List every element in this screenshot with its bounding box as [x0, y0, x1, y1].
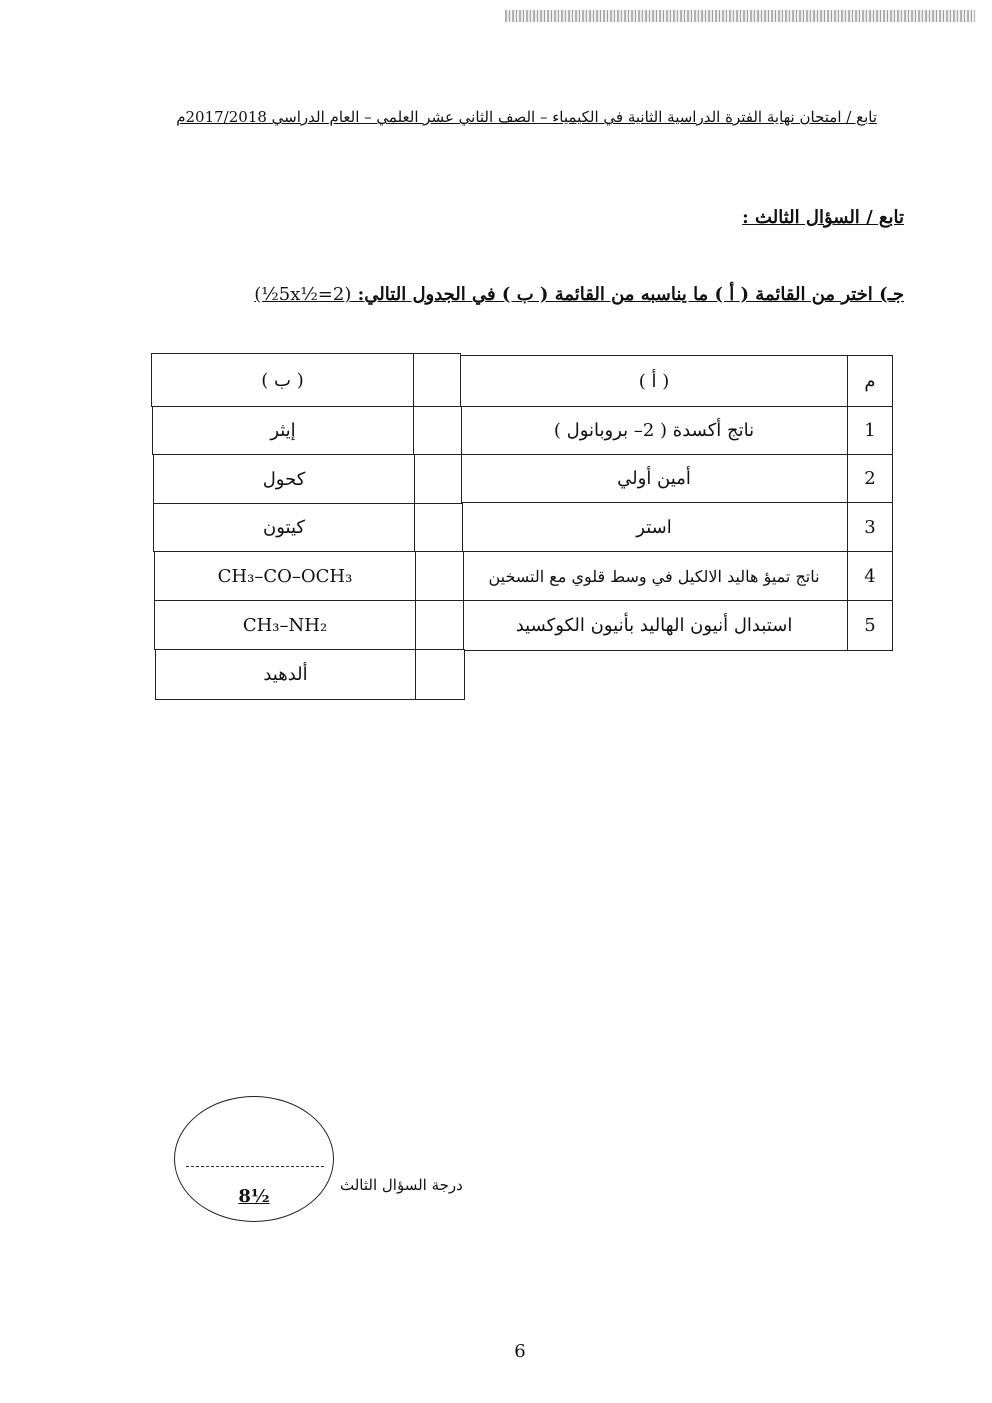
grade-label: درجة السؤال الثالث: [340, 1176, 463, 1194]
answer-blank: [413, 406, 462, 455]
scan-artifact: [505, 10, 975, 22]
answer-blank: [415, 551, 464, 601]
question-instruction: [254, 284, 904, 305]
header-list-b: ( ب ): [261, 369, 304, 391]
header-list-a: ( أ ): [638, 370, 670, 392]
answer-blank: [415, 600, 464, 650]
list-b-cell: [153, 454, 415, 504]
list-b-cell: [155, 649, 416, 700]
answer-blank: [415, 649, 465, 700]
list-b-cell: [153, 503, 415, 552]
row-number: 3: [864, 516, 876, 538]
list-a-cell: [460, 551, 848, 601]
row-number-cell: [847, 600, 893, 651]
list-b-cell: [154, 551, 416, 601]
row-number-cell: [847, 454, 893, 503]
row-number-cell: [847, 551, 893, 601]
section-title: تابع / السؤال الثالث :: [742, 207, 904, 228]
list-b-item: CH₃–CO–OCH₃: [217, 565, 353, 587]
header-number: م: [864, 370, 876, 392]
list-a-cell: [460, 454, 848, 503]
row-number: 1: [864, 420, 876, 441]
row-number-cell: [847, 502, 893, 552]
row-number: 5: [864, 615, 876, 636]
list-b-item: كيتون: [263, 517, 305, 538]
header-list-a-cell: [460, 355, 848, 407]
list-b-item: إيثر: [270, 420, 296, 441]
list-b-cell: [154, 600, 416, 650]
answer-blank: [414, 454, 462, 504]
row-number: 2: [864, 468, 876, 489]
list-a-item: استبدال أنيون الهاليد بأنيون الكوكسيد: [515, 615, 793, 636]
header-number-cell: [847, 355, 893, 407]
exam-header: تابع / امتحان نهاية الفترة الدراسية الثانية في الكيمياء – الصف الثاني عشر العلمي – العام الدراسي 2017/2018م: [176, 108, 877, 126]
answer-blank: [413, 353, 461, 407]
row-number: 4: [864, 565, 876, 587]
page-number: 6: [514, 1341, 526, 1362]
grade-value: 8½: [238, 1186, 270, 1207]
instruction-text: جـ) اختر من القائمة ( أ ) ما يناسبه من القائمة ( ب ) في الجدول التالي:: [357, 284, 904, 305]
grade-divider: [186, 1166, 324, 1167]
list-b-item: كحول: [262, 468, 306, 490]
list-a-cell: [460, 600, 848, 651]
list-b-item: CH₃–NH₂: [242, 614, 328, 636]
list-b-item: ألدهيد: [263, 664, 308, 685]
list-a-cell: [460, 406, 848, 455]
header-list-b-cell: [151, 353, 414, 407]
list-a-item: ناتج تميؤ هاليد الالكيل في وسط قلوي مع التسخين: [488, 566, 820, 586]
list-a-cell: [460, 502, 848, 552]
list-b-cell: [152, 406, 414, 455]
answer-blank: [414, 503, 463, 552]
list-a-item: استر: [636, 516, 672, 538]
list-a-item: أمين أولي: [617, 468, 691, 489]
instruction-marks: (5x½=2½): [254, 284, 352, 305]
list-a-item: ناتج أكسدة ( 2– بروبانول ): [553, 420, 755, 441]
row-number-cell: [847, 406, 893, 455]
